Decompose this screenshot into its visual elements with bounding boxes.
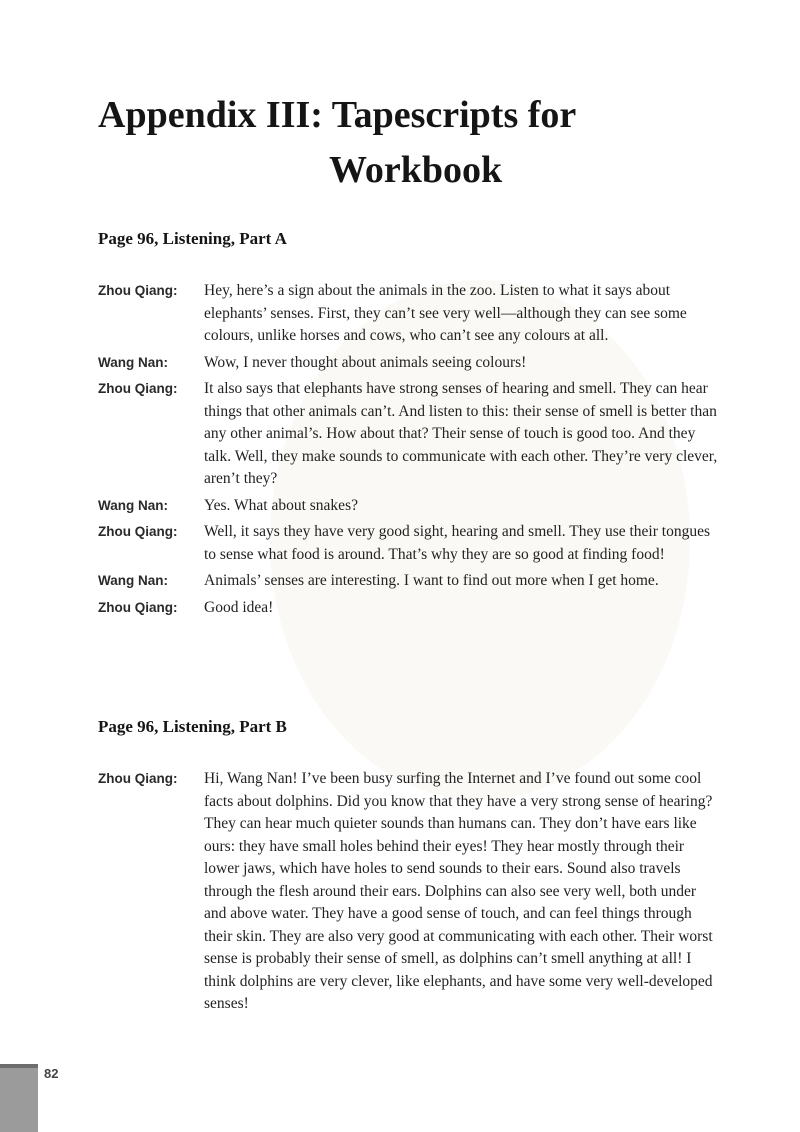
dialogue-text: Hey, here’s a sign about the animals in the zoo. Listen to what it says about elephants’ senses. First, they can’t see very well—although they can see some colours, unlike horses and cows, who can’t see any colours at all. xyxy=(204,282,687,344)
speaker-label: Zhou Qiang: xyxy=(98,283,178,298)
speaker-label: Wang Nan: xyxy=(98,354,168,370)
speaker-label: Zhou Qiang: xyxy=(98,599,178,615)
page-title-line-1: Appendix III: Tapescripts for xyxy=(98,94,577,136)
page-title xyxy=(98,88,658,198)
dialogue-text: Yes. What about snakes? xyxy=(204,496,358,514)
dialogue-text: Animals’ senses are interesting. I want to find out more when I get home. xyxy=(204,572,659,589)
transcript-part-b xyxy=(98,768,718,1020)
speaker-label: Zhou Qiang: xyxy=(98,524,178,539)
speaker-label: Zhou Qiang: xyxy=(98,381,178,396)
dialogue-text: Wow, I never thought about animals seeing colours! xyxy=(204,353,527,371)
dialogue-text: Good idea! xyxy=(204,598,274,616)
speaker-label: Wang Nan: xyxy=(98,573,168,588)
page-tab xyxy=(0,1068,38,1132)
dialogue-line xyxy=(98,768,718,1016)
dialogue-line xyxy=(98,280,718,348)
transcript-part-a xyxy=(98,280,718,623)
page-number: 82 xyxy=(44,1066,59,1081)
dialogue-line xyxy=(98,570,718,593)
dialogue-line xyxy=(98,352,718,375)
speaker-label: Wang Nan: xyxy=(98,497,168,513)
dialogue-text: Hi, Wang Nan! I’ve been busy surfing the Internet and I’ve found out some cool facts about dolphins. Did you know that they have a very strong sense of hearing? They can hear much quieter sounds than humans can. They don’t have ears like ours: they have small holes behind their eyes! They hear mostly through their lower jaws, which have holes to send sounds to their ears. Sound also travels through the flesh around their ears. Dolphins can also see very well, both under and above water. They have a good sense of touch, and can feel things through their skin. They are also very good at communicating with each other. Their worst sense is probably their sense of smell, as dolphins can’t smell anything at all! I think dolphins are very clever, like elephants, and have some very well-developed senses! xyxy=(204,770,713,1012)
dialogue-line xyxy=(98,597,718,620)
section-heading-part-b: Page 96, Listening, Part B xyxy=(98,717,287,736)
dialogue-line xyxy=(98,521,718,566)
dialogue-text: Well, it says they have very good sight, hearing and smell. They use their tongues to sense what food is around. That’s why they are so good at finding food! xyxy=(204,523,710,563)
section-heading-part-a: Page 96, Listening, Part A xyxy=(98,229,287,248)
dialogue-line xyxy=(98,378,718,491)
dialogue-text: It also says that elephants have strong senses of hearing and smell. They can hear things that other animals can’t. And listen to this: their sense of smell is better than any other animal’s. How about that? Their sense of touch is good too. And they talk. Well, they make sounds to communicate with each other. They’re very clever, aren’t they? xyxy=(204,380,718,487)
dialogue-line xyxy=(98,495,718,518)
speaker-label: Zhou Qiang: xyxy=(98,771,178,786)
page-title-line-2: Workbook xyxy=(329,149,503,191)
